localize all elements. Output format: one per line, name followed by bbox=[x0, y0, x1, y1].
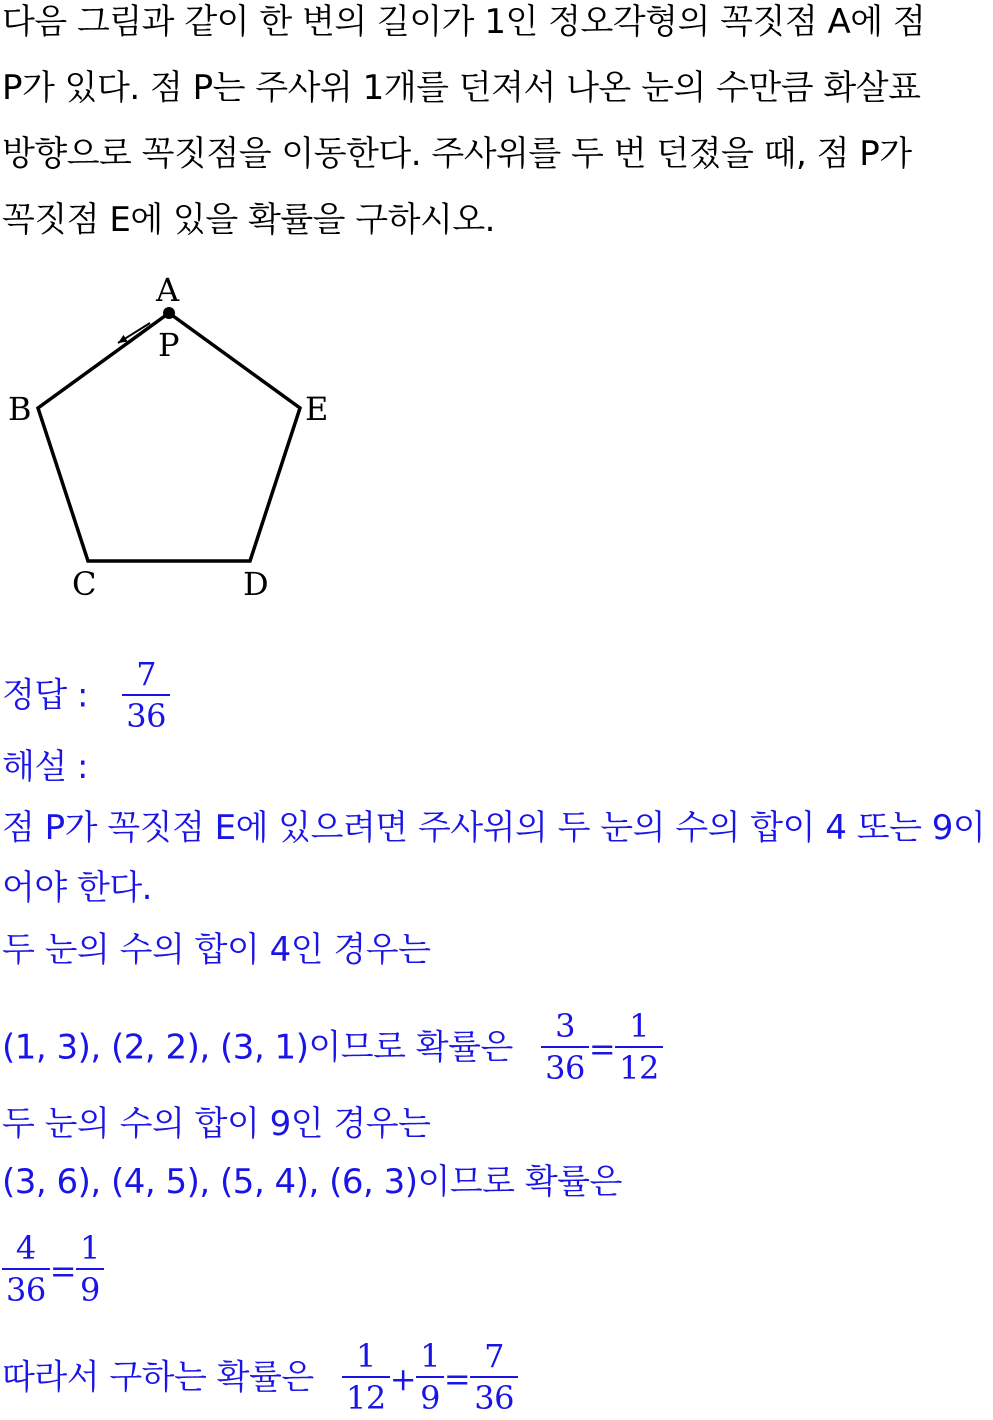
case4-f1-numerator: 3 bbox=[541, 1006, 589, 1048]
explanation-line-1: 점 P가 꼭짓점 E에 있으려면 주사위의 두 눈의 수의 합이 4 또는 9이 bbox=[2, 808, 986, 848]
label-e: E bbox=[305, 390, 329, 428]
case4-row bbox=[2, 1008, 663, 1090]
explanation-line-2: 어야 한다. bbox=[2, 868, 152, 908]
label-p: P bbox=[158, 326, 180, 364]
case4-intro: 두 눈의 수의 합이 4인 경우는 bbox=[2, 930, 431, 970]
label-b: B bbox=[8, 390, 32, 428]
case4-f1-denominator: 36 bbox=[545, 1049, 585, 1087]
case9-row bbox=[2, 1230, 104, 1312]
question-line-3: 방향으로 꼭짓점을 이동한다. 주사위를 두 번 던졌을 때, 점 P가 bbox=[2, 134, 912, 174]
final-f2-denominator: 9 bbox=[420, 1379, 440, 1417]
case9-fraction-1 bbox=[2, 1228, 50, 1310]
case4-f2-denominator: 12 bbox=[619, 1049, 659, 1087]
final-f3-denominator: 36 bbox=[474, 1379, 514, 1417]
case9-fraction-2 bbox=[76, 1228, 104, 1310]
case4-fraction-2 bbox=[615, 1006, 663, 1088]
case4-f2-numerator: 1 bbox=[615, 1006, 663, 1048]
final-fraction-2 bbox=[416, 1336, 444, 1418]
final-f1-numerator: 1 bbox=[342, 1336, 390, 1378]
answer-denominator: 36 bbox=[126, 697, 166, 735]
final-plus: + bbox=[389, 1360, 417, 1398]
final-text: 따라서 구하는 확률은 bbox=[2, 1357, 314, 1398]
case9-equals: = bbox=[49, 1252, 77, 1290]
label-a: A bbox=[156, 271, 180, 309]
label-d: D bbox=[243, 565, 269, 603]
case9-intro: 두 눈의 수의 합이 9인 경우는 bbox=[2, 1104, 431, 1144]
case4-fraction-1 bbox=[541, 1006, 589, 1088]
case9-f2-numerator: 1 bbox=[76, 1228, 104, 1270]
question-line-1: 다음 그림과 같이 한 변의 길이가 1인 정오각형의 꼭짓점 A에 점 bbox=[2, 2, 926, 42]
final-row bbox=[2, 1338, 518, 1420]
case4-pairs: (1, 3), (2, 2), (3, 1)이므로 확률은 bbox=[2, 1027, 513, 1068]
explanation-label: 해설 : bbox=[2, 747, 88, 787]
answer-numerator: 7 bbox=[122, 654, 170, 696]
final-equals: = bbox=[443, 1360, 471, 1398]
case9-f1-numerator: 4 bbox=[2, 1228, 50, 1270]
case4-equals: = bbox=[588, 1030, 616, 1068]
case9-pairs: (3, 6), (4, 5), (5, 4), (6, 3)이므로 확률은 bbox=[2, 1162, 622, 1202]
final-fraction-1 bbox=[342, 1336, 390, 1418]
answer-label: 정답 : bbox=[2, 675, 88, 716]
question-line-2: P가 있다. 점 P는 주사위 1개를 던져서 나온 눈의 수만큼 화살표 bbox=[2, 68, 921, 108]
pentagon-diagram bbox=[0, 268, 360, 608]
final-f1-denominator: 12 bbox=[346, 1379, 386, 1417]
question-line-4: 꼭짓점 E에 있을 확률을 구하시오. bbox=[2, 200, 495, 240]
final-f3-numerator: 7 bbox=[470, 1336, 518, 1378]
case9-f2-denominator: 9 bbox=[80, 1271, 100, 1309]
label-c: C bbox=[72, 565, 97, 603]
final-fraction-3 bbox=[470, 1336, 518, 1418]
answer-fraction bbox=[122, 654, 170, 736]
case9-f1-denominator: 36 bbox=[6, 1271, 46, 1309]
final-f2-numerator: 1 bbox=[416, 1336, 444, 1378]
answer-row bbox=[2, 656, 170, 738]
